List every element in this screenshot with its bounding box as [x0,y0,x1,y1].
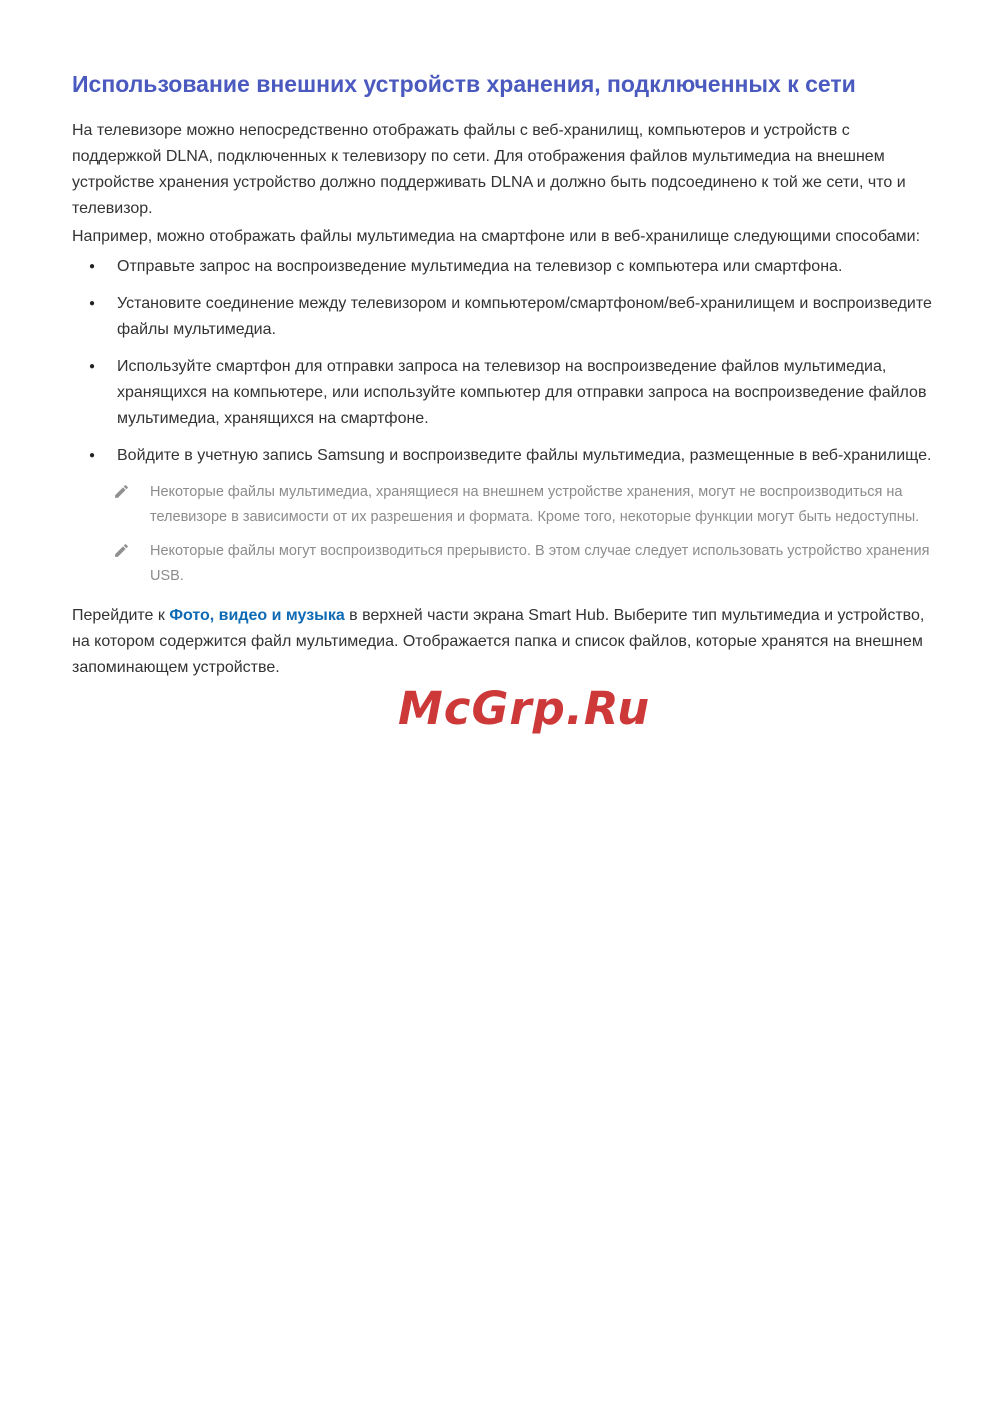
note-item [113,539,934,589]
bullet-text: Войдите в учетную запись Samsung и воспроизведите файлы мультимедиа, размещенные в веб-хранилище. [117,447,932,464]
closing-prefix: Перейдите к [72,607,170,624]
list-item [72,254,934,280]
bullet-icon: ● [89,261,96,272]
pencil-icon [113,480,150,509]
bullet-text: Используйте смартфон для отправки запроса на телевизор на воспроизведение файлов мультимедиа, хранящихся на компьютере, или используйте компьютер для отправки запроса на воспроизведение файлов мультимедиа, хранящихся на смартфоне. [117,358,927,427]
note-item [113,480,934,530]
note-text: Некоторые файлы мультимедиа, хранящиеся на внешнем устройстве хранения, могут не воспроизводиться на телевизоре в зависимости от их разрешения и формата. Кроме того, некоторые функции могут быть недоступны. [150,484,920,525]
watermark: McGrp.Ru [398,682,651,735]
bullet-list [72,254,934,469]
photos-videos-music-link[interactable]: Фото, видео и музыка [169,607,345,624]
bullet-text: Установите соединение между телевизором и компьютером/смартфоном/веб-хранилищем и воспроизведите файлы мультимедиа. [117,295,932,338]
intro-paragraph-2: Например, можно отображать файлы мультимедиа на смартфоне или в веб-хранилище следующими способами: [72,228,921,245]
intro-paragraph-1: На телевизоре можно непосредственно отображать файлы с веб-хранилищ, компьютеров и устройств с поддержкой DLNA, подключенных к телевизору по сети. Для отображения файлов мультимедиа на внешнем устройстве хранения устройство должно поддерживать DLNA и должно быть подсоединено к той же сети, что и телевизор. [72,122,906,217]
notes-section [72,480,934,589]
closing-suffix: в верхней части экрана Smart Hub. Выберите тип мультимедиа и устройство, на котором содержится файл мультимедиа. Отображается папка и список файлов, которые хранятся на внешнем запоминающем устройстве. [72,607,925,676]
list-item [72,354,934,432]
page-title: Использование внешних устройств хранения, подключенных к сети [72,71,856,97]
bullet-icon: ● [89,361,96,372]
note-text: Некоторые файлы могут воспроизводиться прерывисто. В этом случае следует использовать устройство хранения USB. [150,543,930,584]
pencil-icon [113,539,150,568]
bullet-text: Отправьте запрос на воспроизведение мультимедиа на телевизор с компьютера или смартфона. [117,258,843,275]
bullet-icon: ● [89,298,96,309]
closing-paragraph [72,603,934,681]
list-item [72,291,934,343]
bullet-icon: ● [89,450,96,461]
list-item [72,443,934,469]
